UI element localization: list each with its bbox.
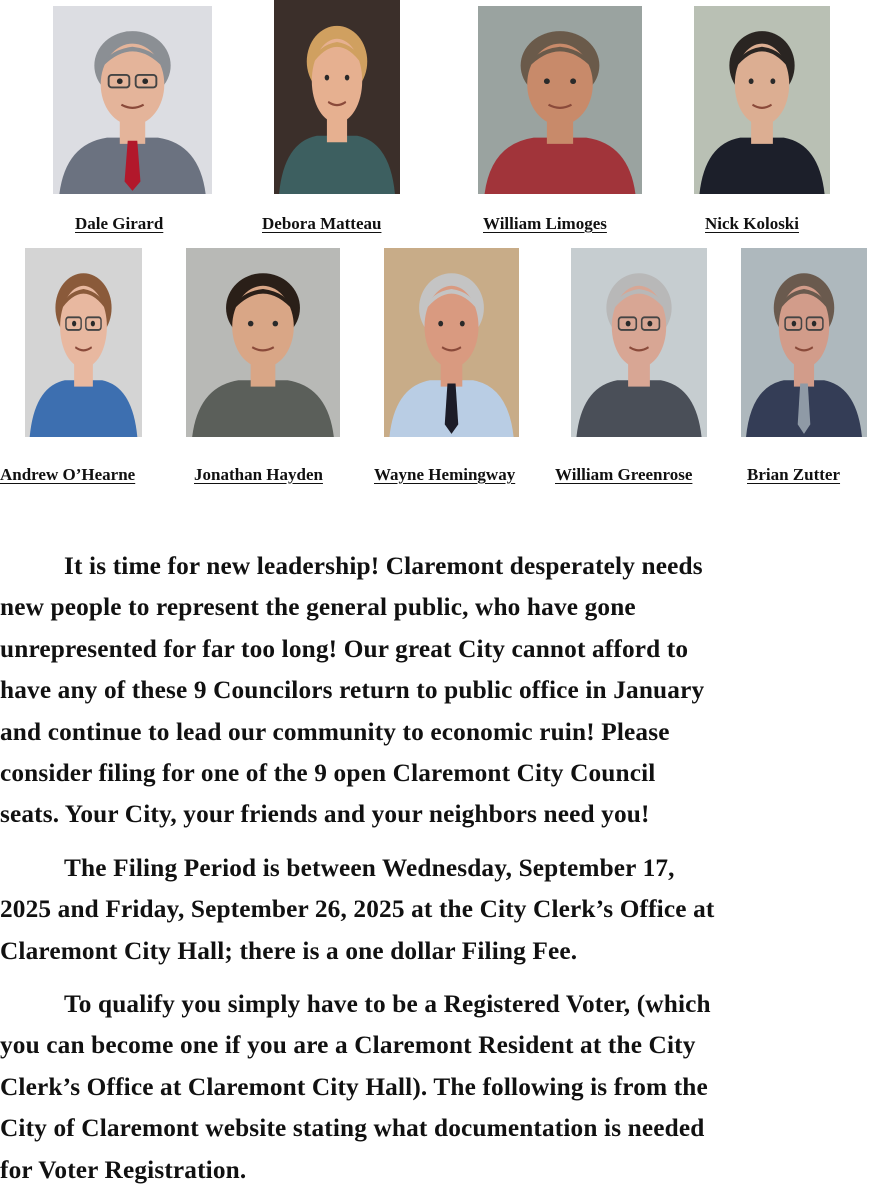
text-line: unrepresented for far too long! Our great City cannot afford to [0, 634, 689, 663]
text-line: new people to represent the general public, who have gone [0, 593, 636, 622]
photo-wayne-hemingway [384, 248, 519, 437]
portrait-image [53, 6, 212, 194]
portrait-eye [91, 321, 95, 327]
portrait-eye [647, 321, 652, 327]
portrait-image [741, 248, 867, 437]
photo-andrew-ohearne [25, 248, 142, 437]
text-line: you can become one if you are a Claremont Resident at the City [0, 1031, 696, 1060]
portrait-eye [570, 78, 576, 84]
portrait-eye [749, 78, 754, 84]
portrait-eye [792, 321, 797, 327]
text-line: for Voter Registration. [0, 1155, 247, 1184]
portrait-image [478, 6, 642, 194]
photo-nick-koloski [694, 6, 830, 194]
portrait-image [186, 248, 340, 437]
portrait-eye [770, 78, 775, 84]
photo-debora-matteau [274, 0, 400, 194]
text-line: seats. Your City, your friends and your neighbors need you! [0, 800, 650, 829]
text-line: The Filing Period is between Wednesday, September 17, [64, 853, 675, 882]
photo-william-limoges [478, 6, 642, 194]
portrait-eye [438, 321, 443, 327]
candidate-name-wayne-hemingway: Wayne Hemingway [374, 465, 516, 484]
candidate-name-william-greenrose: William Greenrose [555, 465, 693, 484]
portrait-eye [325, 75, 330, 81]
candidate-name-jonathan-hayden: Jonathan Hayden [194, 465, 323, 484]
portrait-image [384, 248, 519, 437]
text-line: To qualify you simply have to be a Registered Voter, (which [64, 990, 711, 1019]
portrait-eye [460, 321, 465, 327]
paragraph-filing-period [0, 848, 880, 972]
portrait-image [571, 248, 707, 437]
text-line: consider filing for one of the 9 open Claremont City Council [0, 759, 656, 788]
photo-dale-girard [53, 6, 212, 194]
portrait-eye [273, 321, 279, 327]
portrait-eye [117, 78, 123, 84]
portrait-eye [345, 75, 350, 81]
candidate-name-andrew-ohearne: Andrew O’Hearne [0, 465, 136, 484]
portrait-image [274, 0, 400, 194]
candidate-name-debora-matteau: Debora Matteau [262, 214, 382, 233]
candidate-name-nick-koloski: Nick Koloski [705, 214, 799, 233]
portrait-eye [72, 321, 76, 327]
text-line: Clerk’s Office at Claremont City Hall). The following is from the [0, 1072, 708, 1101]
portrait-eye [812, 321, 817, 327]
candidate-name-dale-girard: Dale Girard [75, 214, 164, 233]
text-line: have any of these 9 Councilors return to public office in January [0, 676, 705, 705]
paragraph-qualify [0, 984, 880, 1191]
paragraph-new-leadership [0, 546, 880, 836]
portrait-image [694, 6, 830, 194]
text-line: Claremont City Hall; there is a one dollar Filing Fee. [0, 936, 578, 965]
text-line: It is time for new leadership! Claremont desperately needs [64, 552, 703, 580]
candidate-name-brian-zutter: Brian Zutter [747, 465, 841, 484]
portrait-eye [248, 321, 254, 327]
portrait-eye [544, 78, 550, 84]
photo-jonathan-hayden [186, 248, 340, 437]
portrait-eye [142, 78, 148, 84]
article-body [0, 546, 880, 1203]
text-line: 2025 and Friday, September 26, 2025 at the City Clerk’s Office at [0, 895, 715, 924]
photo-william-greenrose [571, 248, 707, 437]
portrait-image [25, 248, 142, 437]
photo-brian-zutter [741, 248, 867, 437]
portrait-eye [626, 321, 631, 327]
candidate-name-william-limoges: William Limoges [483, 214, 607, 233]
text-line: and continue to lead our community to economic ruin! Please [0, 717, 670, 746]
text-line: City of Claremont website stating what documentation is needed [0, 1114, 705, 1143]
